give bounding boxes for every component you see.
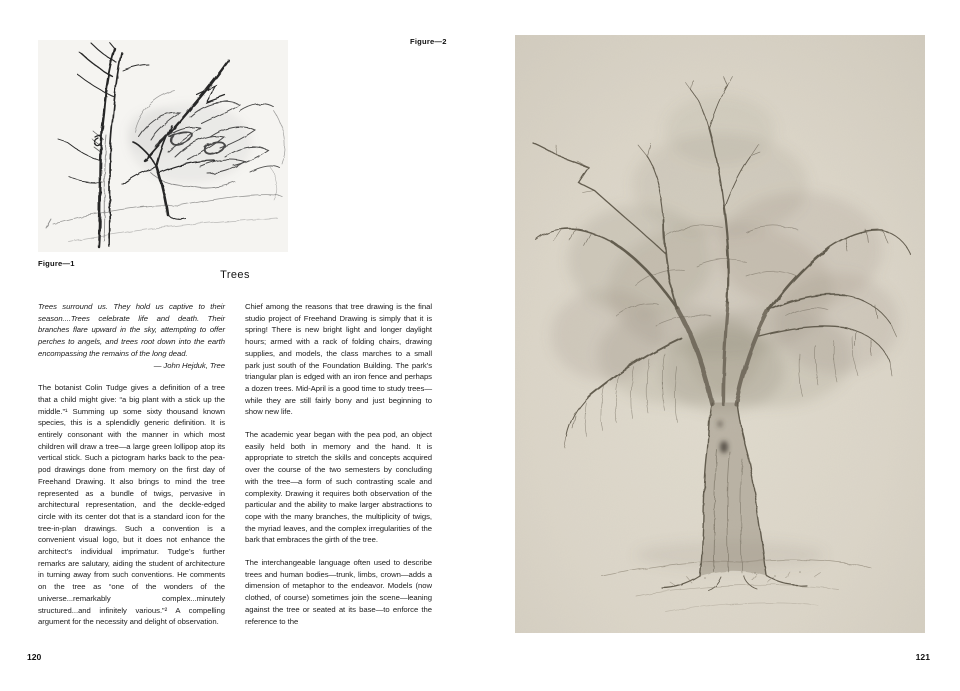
page-number-left: 120 bbox=[27, 652, 42, 662]
paragraph: The botanist Colin Tudge gives a definition of a tree that a child might give: “a big plant with a stick up the middle.”¹ Summing up some sixty thousand known species, this is a splendidly generic definition. It is entirely consonant with the manner in which most children will draw a tree—a large green lollipop atop its vertical stick. Such a pictogram harks back to the pea-pod drawings done from memory on the first day of Freehand Drawing. It also brings to mind the tree represented as a bundle of twigs, pervasive in architectural representation, and the deckle-edged circle with its center dot that is a standard icon for the tree-in-plan drawings. Such a convention is a convenient visual logo, but it does not enhance the architect’s individual imprimatur. Tudge’s further remarks are salutary, aiding the student of architecture in turning away from such conventions. He comments on the tree as “one of the wonders of the universe...remarkably complex...minutely structured...and infinitely various.”² A compelling argument for the necessity and delight of observation. bbox=[38, 383, 225, 627]
epigraph-text: Trees surround us. They hold us captive to their season....Trees celebrate life and death. Their branches flare upward in the sky, attempting to offer perches to angels, and trees root down into the earth encompassing the remains of the long dead. bbox=[38, 302, 225, 358]
chapter-title: Trees bbox=[220, 269, 250, 281]
page-number-right: 121 bbox=[915, 652, 930, 662]
paragraph: The academic year began with the pea pod, an object easily held both in memory and the hand. It is appropriate to stretch the skills and concepts acquired over the course of the two semesters by concluding with the tree—a form of such contrasting scale and complexity. Drawing it requires both observation of the particular and the ability to make larger abstractions to cope with the many branches, the multiplicity of twigs, the myriad leaves, and the complex irregularities of the bark that embraces the girth of the tree. bbox=[245, 430, 432, 545]
column-right bbox=[245, 301, 432, 628]
two-trees-sketch-image bbox=[38, 40, 288, 252]
figure-2 bbox=[515, 35, 925, 633]
figure-2-caption: Figure—2 bbox=[410, 37, 447, 46]
figure-1 bbox=[38, 40, 288, 252]
large-tree-drawing-image bbox=[515, 35, 925, 633]
paragraph: Chief among the reasons that tree drawing is the final studio project of Freehand Drawing is simply that it is spring! There is new bright light and longer daylight hours; armed with a rack of folding chairs, drawing supplies, and models, the class marches to a small park just south of the Foundation Building. The park’s triangular plan is edged with an iron fence and perhaps a dozen trees. Mid-April is a good time to study trees—while they are still fairly bony and just beginning to show new life. bbox=[245, 302, 432, 417]
column-left bbox=[38, 301, 225, 628]
text-columns bbox=[38, 301, 432, 628]
epigraph-attribution: — John Hejduk, Tree bbox=[153, 360, 225, 370]
paragraph: The interchangeable language often used to describe trees and human bodies—trunk, limbs, crown—adds a dimension of metaphor to the endeavor. Models (now clothed, of course) sometimes join the scene—leaning against the tree or seated at its base—to enforce the reference to the bbox=[245, 558, 432, 626]
figure-1-caption: Figure—1 bbox=[38, 259, 75, 268]
